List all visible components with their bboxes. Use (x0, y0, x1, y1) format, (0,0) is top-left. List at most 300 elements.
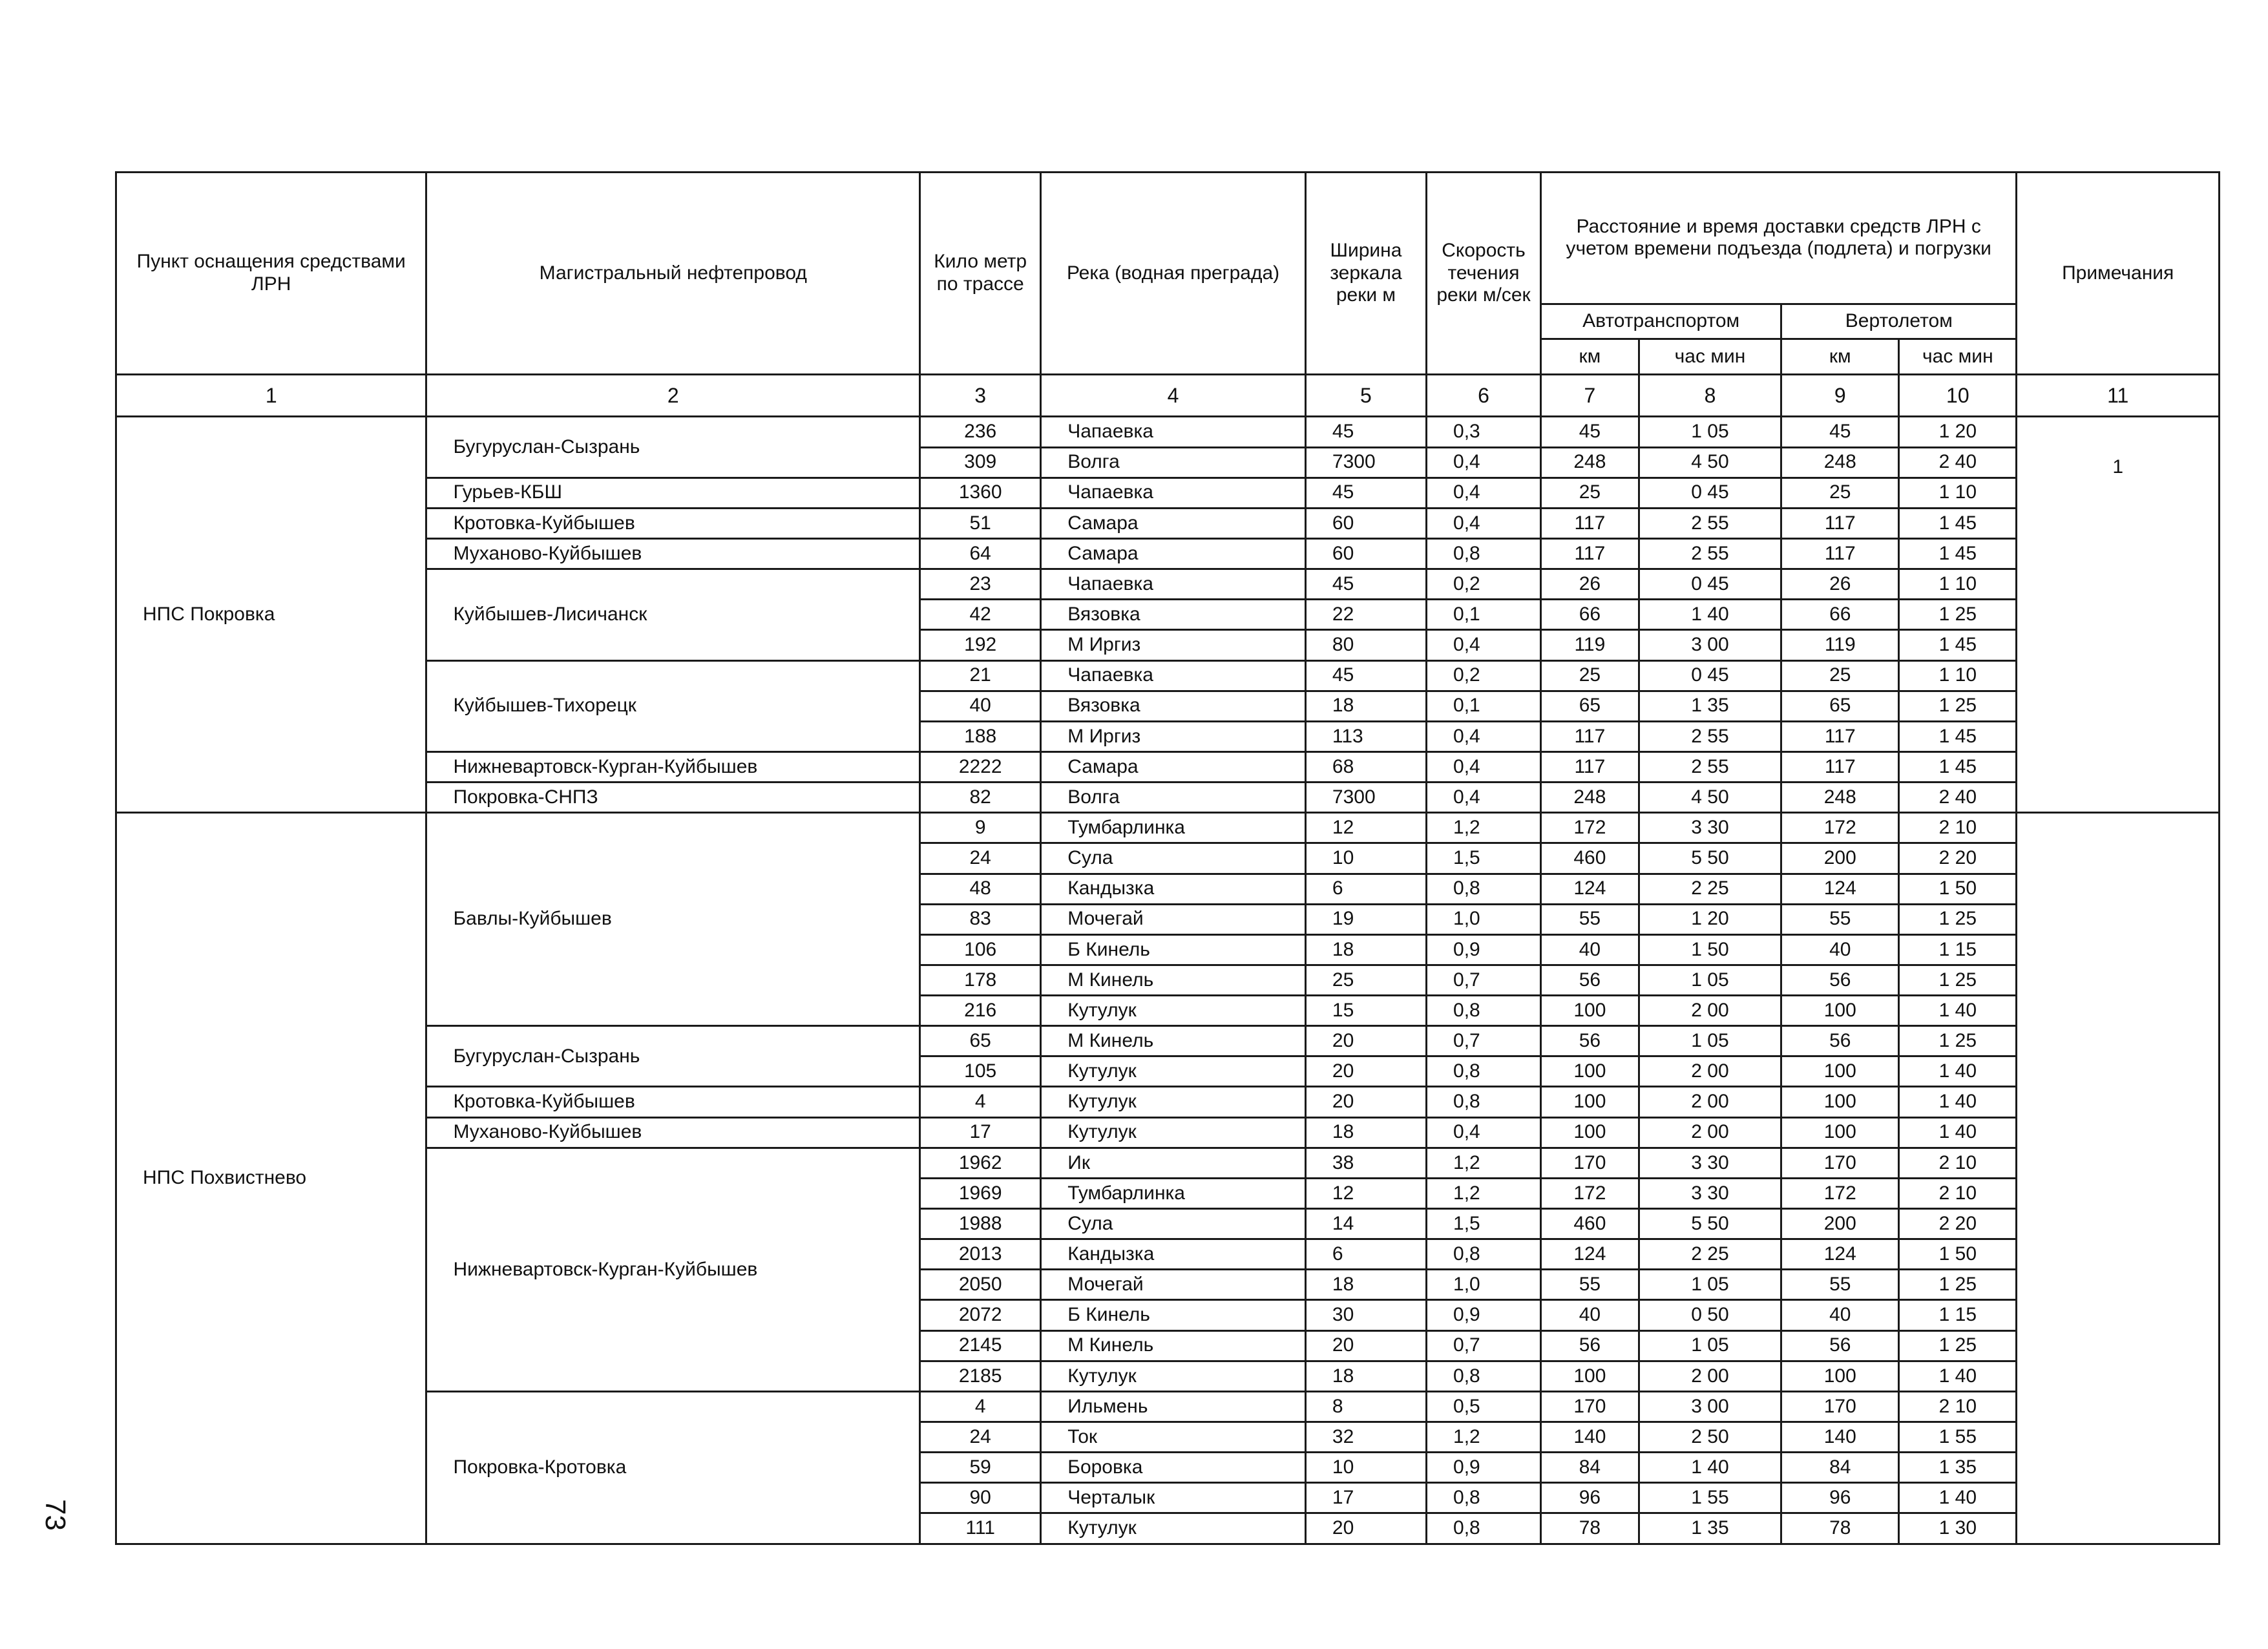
pipeline-cell: Муханово-Куйбышев (426, 1117, 920, 1148)
auto-km-cell: 45 (1541, 417, 1639, 447)
header-auto: Автотранспортом (1541, 304, 1781, 339)
speed-cell: 0,4 (1427, 478, 1541, 508)
auto-time-cell: 2 00 (1639, 1117, 1781, 1148)
width-cell: 6 (1305, 874, 1426, 904)
heli-km-cell: 45 (1781, 417, 1899, 447)
station-cell: НПС Покровка (116, 417, 426, 813)
width-cell: 7300 (1305, 447, 1426, 478)
column-number: 4 (1041, 374, 1306, 417)
width-cell: 20 (1305, 1330, 1426, 1361)
auto-time-cell: 2 50 (1639, 1422, 1781, 1453)
km-cell: 2145 (920, 1330, 1041, 1361)
heli-km-cell: 25 (1781, 660, 1899, 691)
river-cell: Кутулук (1041, 1117, 1306, 1148)
river-cell: Кутулук (1041, 1056, 1306, 1087)
speed-cell: 0,4 (1427, 630, 1541, 660)
river-cell: Мочегай (1041, 904, 1306, 934)
header-speed: Скорость течения реки м/сек (1427, 173, 1541, 375)
auto-km-cell: 78 (1541, 1513, 1639, 1544)
auto-time-cell: 3 00 (1639, 1391, 1781, 1422)
heli-time-cell: 1 10 (1899, 478, 2017, 508)
auto-time-cell: 1 50 (1639, 934, 1781, 965)
heli-time-cell: 1 40 (1899, 1483, 2017, 1513)
auto-time-cell: 3 30 (1639, 1178, 1781, 1208)
pipeline-cell: Муханово-Куйбышев (426, 538, 920, 569)
width-cell: 8 (1305, 1391, 1426, 1422)
auto-km-cell: 170 (1541, 1148, 1639, 1178)
heli-time-cell: 1 50 (1899, 874, 2017, 904)
heli-time-cell: 1 25 (1899, 691, 2017, 721)
heli-km-cell: 25 (1781, 478, 1899, 508)
header-notes: Примечания (2017, 173, 2220, 375)
heli-km-cell: 117 (1781, 538, 1899, 569)
km-cell: 90 (920, 1483, 1041, 1513)
heli-km-cell: 172 (1781, 1178, 1899, 1208)
heli-km-cell: 200 (1781, 843, 1899, 874)
speed-cell: 0,4 (1427, 508, 1541, 538)
auto-km-cell: 55 (1541, 904, 1639, 934)
auto-km-cell: 100 (1541, 996, 1639, 1026)
table-row (116, 813, 2220, 843)
km-cell: 2072 (920, 1300, 1041, 1330)
table-row (116, 508, 2220, 538)
auto-km-cell: 124 (1541, 874, 1639, 904)
auto-km-cell: 248 (1541, 447, 1639, 478)
river-cell: Чапаевка (1041, 417, 1306, 447)
km-cell: 188 (920, 721, 1041, 751)
km-cell: 4 (920, 1087, 1041, 1117)
width-cell: 15 (1305, 996, 1426, 1026)
speed-cell: 0,9 (1427, 1300, 1541, 1330)
heli-km-cell: 56 (1781, 1026, 1899, 1056)
km-cell: 64 (920, 538, 1041, 569)
auto-km-cell: 248 (1541, 782, 1639, 813)
pipeline-cell: Нижневартовск-Курган-Куйбышев (426, 751, 920, 782)
km-cell: 24 (920, 843, 1041, 874)
width-cell: 17 (1305, 1483, 1426, 1513)
km-cell: 309 (920, 447, 1041, 478)
auto-km-cell: 25 (1541, 478, 1639, 508)
pipeline-cell: Бавлы-Куйбышев (426, 813, 920, 1026)
heli-time-cell: 2 40 (1899, 447, 2017, 478)
heli-time-cell: 1 45 (1899, 538, 2017, 569)
heli-time-cell: 1 40 (1899, 996, 2017, 1026)
table-row (116, 1148, 2220, 1178)
km-cell: 42 (920, 600, 1041, 630)
table-row (116, 538, 2220, 569)
river-cell: Волга (1041, 782, 1306, 813)
width-cell: 19 (1305, 904, 1426, 934)
heli-time-cell: 1 20 (1899, 417, 2017, 447)
river-cell: Волга (1041, 447, 1306, 478)
speed-cell: 0,4 (1427, 721, 1541, 751)
heli-km-cell: 66 (1781, 600, 1899, 630)
km-cell: 2013 (920, 1239, 1041, 1270)
heli-km-cell: 40 (1781, 934, 1899, 965)
river-cell: Кутулук (1041, 1513, 1306, 1544)
river-cell: Сула (1041, 1209, 1306, 1239)
river-cell: Тумбарлинка (1041, 813, 1306, 843)
heli-km-cell: 56 (1781, 965, 1899, 995)
auto-km-cell: 100 (1541, 1117, 1639, 1148)
auto-km-cell: 56 (1541, 965, 1639, 995)
km-cell: 21 (920, 660, 1041, 691)
auto-time-cell: 2 25 (1639, 874, 1781, 904)
auto-km-cell: 172 (1541, 1178, 1639, 1208)
auto-km-cell: 55 (1541, 1270, 1639, 1300)
heli-time-cell: 1 45 (1899, 751, 2017, 782)
speed-cell: 0,8 (1427, 874, 1541, 904)
auto-time-cell: 2 00 (1639, 1056, 1781, 1087)
width-cell: 32 (1305, 1422, 1426, 1453)
auto-km-cell: 117 (1541, 751, 1639, 782)
pipeline-cell: Кротовка-Куйбышев (426, 1087, 920, 1117)
auto-km-cell: 124 (1541, 1239, 1639, 1270)
column-number: 10 (1899, 374, 2017, 417)
km-cell: 1962 (920, 1148, 1041, 1178)
width-cell: 113 (1305, 721, 1426, 751)
km-cell: 40 (920, 691, 1041, 721)
auto-km-cell: 40 (1541, 1300, 1639, 1330)
auto-km-cell: 172 (1541, 813, 1639, 843)
column-number: 7 (1541, 374, 1639, 417)
auto-km-cell: 460 (1541, 1209, 1639, 1239)
heli-km-cell: 119 (1781, 630, 1899, 660)
auto-time-cell: 1 20 (1639, 904, 1781, 934)
auto-km-cell: 84 (1541, 1453, 1639, 1483)
heli-time-cell: 1 30 (1899, 1513, 2017, 1544)
width-cell: 10 (1305, 1453, 1426, 1483)
heli-km-cell: 117 (1781, 508, 1899, 538)
speed-cell: 0,9 (1427, 934, 1541, 965)
heli-time-cell: 2 20 (1899, 843, 2017, 874)
heli-km-cell: 117 (1781, 721, 1899, 751)
width-cell: 18 (1305, 934, 1426, 965)
speed-cell: 0,4 (1427, 447, 1541, 478)
heli-km-cell: 170 (1781, 1391, 1899, 1422)
km-cell: 48 (920, 874, 1041, 904)
auto-km-cell: 56 (1541, 1330, 1639, 1361)
heli-time-cell: 2 10 (1899, 1178, 2017, 1208)
speed-cell: 0,8 (1427, 1239, 1541, 1270)
river-cell: Б Кинель (1041, 1300, 1306, 1330)
speed-cell: 0,2 (1427, 660, 1541, 691)
width-cell: 45 (1305, 478, 1426, 508)
heli-time-cell: 1 45 (1899, 508, 2017, 538)
heli-km-cell: 55 (1781, 1270, 1899, 1300)
river-cell: М Кинель (1041, 1026, 1306, 1056)
km-cell: 105 (920, 1056, 1041, 1087)
auto-km-cell: 140 (1541, 1422, 1639, 1453)
heli-km-cell: 96 (1781, 1483, 1899, 1513)
heli-km-cell: 100 (1781, 1087, 1899, 1117)
speed-cell: 0,1 (1427, 691, 1541, 721)
width-cell: 80 (1305, 630, 1426, 660)
auto-time-cell: 1 35 (1639, 691, 1781, 721)
auto-time-cell: 4 50 (1639, 447, 1781, 478)
width-cell: 18 (1305, 1270, 1426, 1300)
auto-time-cell: 2 00 (1639, 996, 1781, 1026)
table-row (116, 782, 2220, 813)
column-number: 1 (116, 374, 426, 417)
table-row (116, 1026, 2220, 1056)
auto-km-cell: 96 (1541, 1483, 1639, 1513)
auto-time-cell: 1 05 (1639, 1330, 1781, 1361)
heli-time-cell: 1 25 (1899, 904, 2017, 934)
auto-time-cell: 0 45 (1639, 660, 1781, 691)
speed-cell: 1,2 (1427, 813, 1541, 843)
km-cell: 83 (920, 904, 1041, 934)
heli-time-cell: 1 40 (1899, 1087, 2017, 1117)
heli-time-cell: 1 40 (1899, 1361, 2017, 1391)
table-row (116, 1117, 2220, 1148)
table-row (116, 569, 2220, 600)
river-cell: Ик (1041, 1148, 1306, 1178)
width-cell: 7300 (1305, 782, 1426, 813)
river-cell: Чапаевка (1041, 660, 1306, 691)
speed-cell: 0,5 (1427, 1391, 1541, 1422)
heli-time-cell: 2 40 (1899, 782, 2017, 813)
speed-cell: 0,9 (1427, 1453, 1541, 1483)
river-cell: Самара (1041, 751, 1306, 782)
river-cell: Чапаевка (1041, 478, 1306, 508)
width-cell: 10 (1305, 843, 1426, 874)
heli-km-cell: 117 (1781, 751, 1899, 782)
auto-km-cell: 40 (1541, 934, 1639, 965)
auto-km-cell: 100 (1541, 1361, 1639, 1391)
heli-time-cell: 1 45 (1899, 721, 2017, 751)
km-cell: 2050 (920, 1270, 1041, 1300)
auto-km-cell: 65 (1541, 691, 1639, 721)
column-number: 2 (426, 374, 920, 417)
pipeline-cell: Покровка-СНПЗ (426, 782, 920, 813)
heli-km-cell: 100 (1781, 1056, 1899, 1087)
heli-time-cell: 2 10 (1899, 813, 2017, 843)
heli-km-cell: 100 (1781, 996, 1899, 1026)
river-cell: Б Кинель (1041, 934, 1306, 965)
speed-cell: 0,2 (1427, 569, 1541, 600)
column-number-row (116, 374, 2220, 417)
auto-time-cell: 1 05 (1639, 965, 1781, 995)
km-cell: 216 (920, 996, 1041, 1026)
river-cell: Самара (1041, 538, 1306, 569)
auto-time-cell: 1 05 (1639, 417, 1781, 447)
river-cell: Вязовка (1041, 600, 1306, 630)
auto-time-cell: 2 55 (1639, 721, 1781, 751)
width-cell: 68 (1305, 751, 1426, 782)
auto-time-cell: 3 30 (1639, 1148, 1781, 1178)
pipeline-cell: Нижневартовск-Курган-Куйбышев (426, 1148, 920, 1391)
km-cell: 2185 (920, 1361, 1041, 1391)
column-number: 3 (920, 374, 1041, 417)
table-row (116, 1391, 2220, 1422)
km-cell: 1988 (920, 1209, 1041, 1239)
heli-km-cell: 100 (1781, 1117, 1899, 1148)
km-cell: 111 (920, 1513, 1041, 1544)
river-cell: Тумбарлинка (1041, 1178, 1306, 1208)
speed-cell: 0,4 (1427, 751, 1541, 782)
river-cell: М Кинель (1041, 965, 1306, 995)
table-row (116, 1087, 2220, 1117)
km-cell: 4 (920, 1391, 1041, 1422)
auto-time-cell: 0 50 (1639, 1300, 1781, 1330)
auto-km-cell: 170 (1541, 1391, 1639, 1422)
river-crossings-table (115, 171, 2220, 1545)
width-cell: 14 (1305, 1209, 1426, 1239)
speed-cell: 1,0 (1427, 904, 1541, 934)
width-cell: 25 (1305, 965, 1426, 995)
km-cell: 65 (920, 1026, 1041, 1056)
header-point: Пункт оснащения средствами ЛРН (116, 173, 426, 375)
heli-time-cell: 1 50 (1899, 1239, 2017, 1270)
speed-cell: 0,8 (1427, 1483, 1541, 1513)
speed-cell: 1,5 (1427, 843, 1541, 874)
km-cell: 236 (920, 417, 1041, 447)
auto-time-cell: 3 30 (1639, 813, 1781, 843)
speed-cell: 0,8 (1427, 1513, 1541, 1544)
speed-cell: 0,8 (1427, 1056, 1541, 1087)
river-cell: Кандызка (1041, 874, 1306, 904)
auto-km-cell: 119 (1541, 630, 1639, 660)
auto-time-cell: 5 50 (1639, 1209, 1781, 1239)
speed-cell: 0,1 (1427, 600, 1541, 630)
width-cell: 18 (1305, 691, 1426, 721)
km-cell: 59 (920, 1453, 1041, 1483)
km-cell: 82 (920, 782, 1041, 813)
heli-time-cell: 1 25 (1899, 965, 2017, 995)
speed-cell: 0,4 (1427, 782, 1541, 813)
auto-time-cell: 2 55 (1639, 508, 1781, 538)
auto-time-cell: 4 50 (1639, 782, 1781, 813)
heli-km-cell: 84 (1781, 1453, 1899, 1483)
width-cell: 60 (1305, 508, 1426, 538)
auto-km-cell: 100 (1541, 1056, 1639, 1087)
auto-km-cell: 66 (1541, 600, 1639, 630)
auto-km-cell: 460 (1541, 843, 1639, 874)
km-cell: 1969 (920, 1178, 1041, 1208)
heli-time-cell: 1 25 (1899, 600, 2017, 630)
pipeline-cell: Бугуруслан-Сызрань (426, 417, 920, 478)
page-number: 73 (39, 1499, 71, 1531)
header-heli-time: час мин (1899, 339, 2017, 374)
heli-km-cell: 55 (1781, 904, 1899, 934)
auto-km-cell: 117 (1541, 508, 1639, 538)
speed-cell: 0,3 (1427, 417, 1541, 447)
heli-km-cell: 200 (1781, 1209, 1899, 1239)
heli-km-cell: 124 (1781, 1239, 1899, 1270)
river-cell: Самара (1041, 508, 1306, 538)
km-cell: 2222 (920, 751, 1041, 782)
auto-time-cell: 3 00 (1639, 630, 1781, 660)
header-auto-time: час мин (1639, 339, 1781, 374)
speed-cell: 0,7 (1427, 1330, 1541, 1361)
heli-km-cell: 248 (1781, 782, 1899, 813)
speed-cell: 0,8 (1427, 996, 1541, 1026)
pipeline-cell: Куйбышев-Тихорецк (426, 660, 920, 751)
heli-time-cell: 1 25 (1899, 1270, 2017, 1300)
river-cell: Кутулук (1041, 1361, 1306, 1391)
table-row (116, 417, 2220, 447)
river-cell: Черталык (1041, 1483, 1306, 1513)
auto-time-cell: 2 55 (1639, 538, 1781, 569)
auto-time-cell: 2 00 (1639, 1087, 1781, 1117)
header-auto-km: км (1541, 339, 1639, 374)
width-cell: 12 (1305, 813, 1426, 843)
header-heli-km: км (1781, 339, 1899, 374)
heli-km-cell: 40 (1781, 1300, 1899, 1330)
river-cell: Ток (1041, 1422, 1306, 1453)
heli-km-cell: 26 (1781, 569, 1899, 600)
width-cell: 22 (1305, 600, 1426, 630)
heli-time-cell: 1 25 (1899, 1330, 2017, 1361)
heli-km-cell: 65 (1781, 691, 1899, 721)
header-heli: Вертолетом (1781, 304, 2017, 339)
column-number: 11 (2017, 374, 2220, 417)
heli-time-cell: 2 20 (1899, 1209, 2017, 1239)
heli-time-cell: 2 10 (1899, 1391, 2017, 1422)
speed-cell: 1,2 (1427, 1178, 1541, 1208)
width-cell: 45 (1305, 569, 1426, 600)
river-cell: Вязовка (1041, 691, 1306, 721)
width-cell: 18 (1305, 1117, 1426, 1148)
heli-time-cell: 1 15 (1899, 934, 2017, 965)
speed-cell: 1,5 (1427, 1209, 1541, 1239)
width-cell: 20 (1305, 1087, 1426, 1117)
heli-time-cell: 1 45 (1899, 630, 2017, 660)
heli-km-cell: 140 (1781, 1422, 1899, 1453)
river-cell: М Иргиз (1041, 721, 1306, 751)
auto-km-cell: 117 (1541, 721, 1639, 751)
pipeline-cell: Кротовка-Куйбышев (426, 508, 920, 538)
auto-km-cell: 56 (1541, 1026, 1639, 1056)
speed-cell: 0,4 (1427, 1117, 1541, 1148)
auto-km-cell: 100 (1541, 1087, 1639, 1117)
pipeline-cell: Бугуруслан-Сызрань (426, 1026, 920, 1087)
heli-time-cell: 1 35 (1899, 1453, 2017, 1483)
header-pipeline: Магистральный нефтепровод (426, 173, 920, 375)
speed-cell: 1,0 (1427, 1270, 1541, 1300)
heli-time-cell: 1 40 (1899, 1117, 2017, 1148)
heli-time-cell: 1 55 (1899, 1422, 2017, 1453)
pipeline-cell: Гурьев-КБШ (426, 478, 920, 508)
river-cell: Кутулук (1041, 1087, 1306, 1117)
width-cell: 20 (1305, 1026, 1426, 1056)
heli-time-cell: 1 15 (1899, 1300, 2017, 1330)
table-row (116, 751, 2220, 782)
speed-cell: 0,7 (1427, 965, 1541, 995)
heli-time-cell: 1 25 (1899, 1026, 2017, 1056)
header-width: Ширина зеркала реки м (1305, 173, 1426, 375)
header-river: Река (водная преграда) (1041, 173, 1306, 375)
notes-cell (2017, 813, 2220, 1544)
auto-time-cell: 1 35 (1639, 1513, 1781, 1544)
heli-time-cell: 1 40 (1899, 1056, 2017, 1087)
river-cell: Боровка (1041, 1453, 1306, 1483)
auto-time-cell: 1 40 (1639, 600, 1781, 630)
speed-cell: 1,2 (1427, 1148, 1541, 1178)
auto-time-cell: 0 45 (1639, 478, 1781, 508)
auto-time-cell: 0 45 (1639, 569, 1781, 600)
auto-time-cell: 5 50 (1639, 843, 1781, 874)
speed-cell: 0,8 (1427, 1361, 1541, 1391)
auto-time-cell: 2 25 (1639, 1239, 1781, 1270)
heli-time-cell: 1 10 (1899, 569, 2017, 600)
km-cell: 23 (920, 569, 1041, 600)
width-cell: 20 (1305, 1056, 1426, 1087)
km-cell: 17 (920, 1117, 1041, 1148)
speed-cell: 0,8 (1427, 538, 1541, 569)
speed-cell: 0,8 (1427, 1087, 1541, 1117)
